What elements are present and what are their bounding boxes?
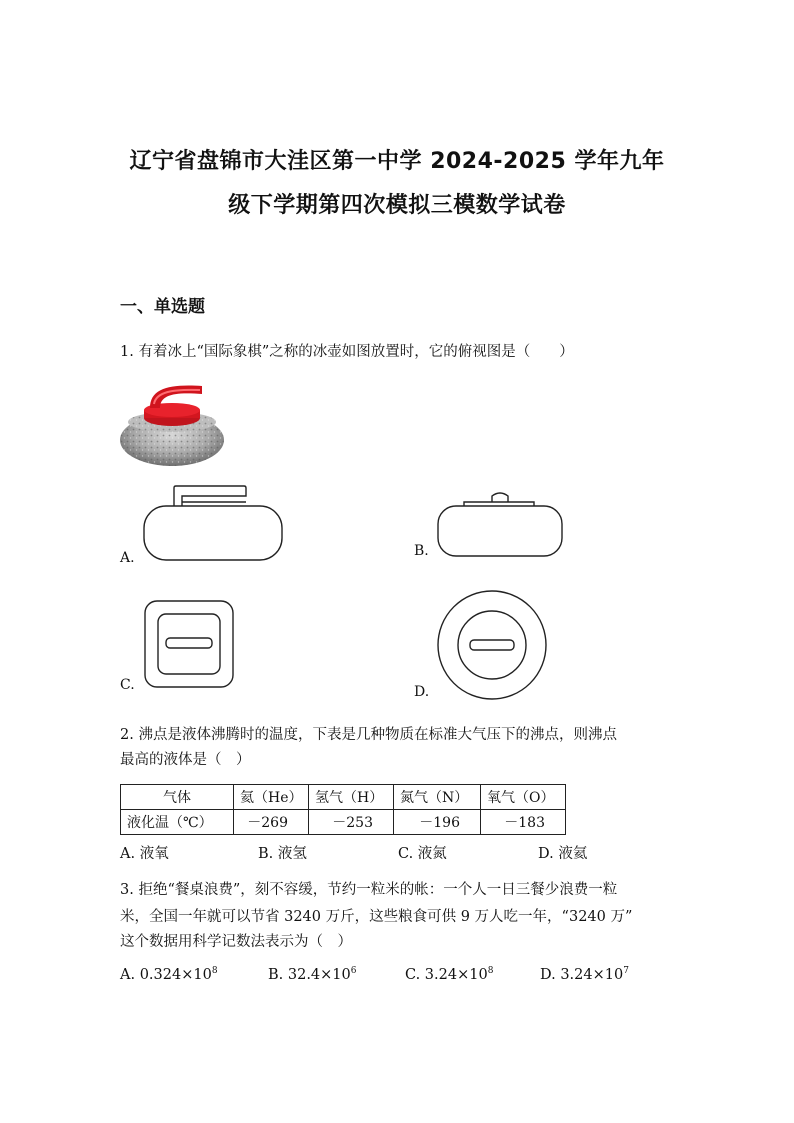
question-2-line-1: 2. 沸点是液体沸腾时的温度，下表是几种物质在标准大气压下的沸点，则沸点	[120, 727, 617, 743]
q3-option-a-label: A.	[120, 966, 136, 983]
question-3-line-2: 米，全国一年就可以节省 3240 万斤，这些粮食可供 9 万人吃一年，“3240 万”	[120, 909, 633, 925]
option-b-figure	[434, 488, 566, 560]
q3-option-b-base: 32.4×10	[287, 966, 351, 983]
option-a-label[interactable]: A.	[120, 550, 135, 566]
q2-option-c[interactable]: C. 液氮	[398, 846, 447, 862]
q2-option-d[interactable]: D. 液氦	[538, 846, 588, 862]
q3-option-c-base: 3.24×10	[424, 966, 488, 983]
table-cell: －196	[394, 810, 481, 835]
table-row	[121, 810, 566, 835]
table-header-cell: 氮气（N）	[394, 785, 481, 810]
question-3-line-3: 这个数据用科学记数法表示为（ ）	[120, 934, 352, 950]
q3-option-b-label: B.	[268, 966, 284, 983]
q3-option-d-exponent: 7	[623, 966, 629, 976]
q3-option-c-exponent: 8	[487, 966, 494, 976]
title-line-1: 辽宁省盘锦市大洼区第一中学 2024-2025 学年九年	[129, 149, 665, 174]
option-a-figure	[140, 484, 286, 564]
option-b-label[interactable]: B.	[414, 543, 429, 559]
table-header-cell: 氧气（O）	[481, 785, 566, 810]
q3-option-d-base: 3.24×10	[560, 966, 624, 983]
q3-option-b[interactable]	[268, 966, 357, 983]
option-d-figure	[434, 590, 552, 702]
document-title	[60, 140, 734, 228]
boiling-point-table	[120, 784, 566, 835]
q3-option-a-base: 0.324×10	[139, 966, 212, 983]
q2-option-a[interactable]: A. 液氧	[120, 846, 169, 862]
curling-stone-image	[120, 380, 230, 470]
q3-option-b-exponent: 6	[350, 966, 357, 976]
q3-option-c-label: C.	[405, 966, 421, 983]
q3-option-d-label: D.	[540, 966, 556, 983]
q3-option-c[interactable]	[405, 966, 493, 983]
table-cell: －183	[481, 810, 566, 835]
question-2-line-2: 最高的液体是（ ）	[120, 752, 251, 768]
table-cell: 液化温（℃）	[121, 810, 234, 835]
q3-option-a[interactable]	[120, 966, 218, 983]
q3-option-d[interactable]	[540, 966, 629, 983]
table-header-row	[121, 785, 566, 810]
table-header-cell: 氢气（H）	[309, 785, 394, 810]
option-d-label[interactable]: D.	[414, 684, 430, 700]
section-heading: 一、单选题	[120, 297, 205, 317]
option-c-figure	[142, 598, 238, 692]
question-1-text: 1. 有着冰上“国际象棋”之称的冰壶如图放置时，它的俯视图是（ ）	[120, 344, 574, 360]
q2-option-b[interactable]: B. 液氢	[258, 846, 307, 862]
table-header-cell: 氦（He）	[234, 785, 309, 810]
option-c-label[interactable]: C.	[120, 677, 135, 693]
q3-option-a-exponent: 8	[211, 966, 218, 976]
table-header-cell: 气体	[121, 785, 234, 810]
title-line-2: 级下学期第四次模拟三模数学试卷	[228, 193, 566, 218]
question-3-line-1: 3. 拒绝“餐桌浪费”，刻不容缓，节约一粒米的帐：一个人一日三餐少浪费一粒	[120, 882, 618, 898]
table-cell: －253	[309, 810, 394, 835]
table-cell: －269	[234, 810, 309, 835]
